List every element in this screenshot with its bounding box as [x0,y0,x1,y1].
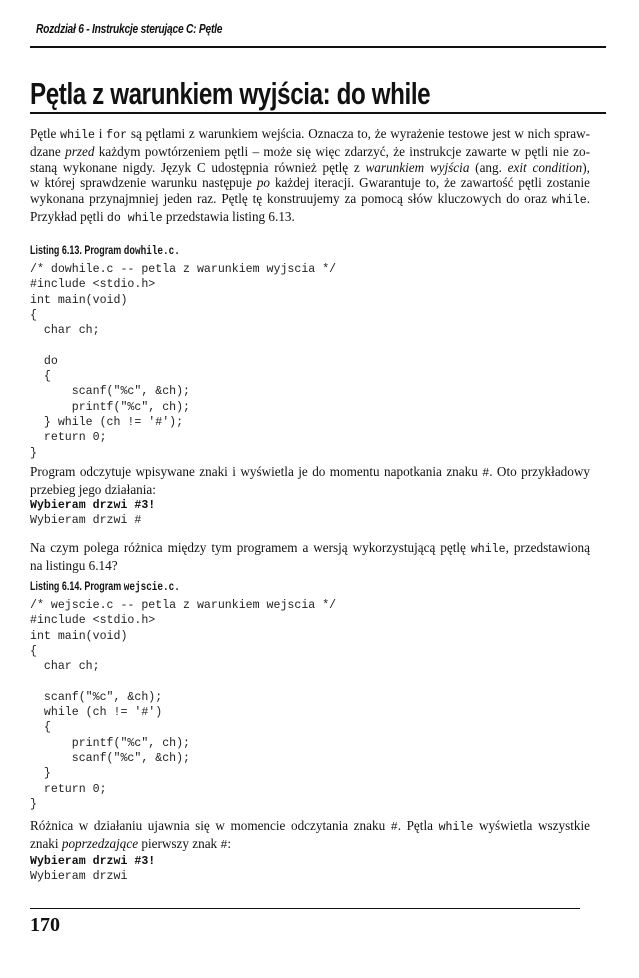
output-input-line: Wybieram drzwi #3! [30,499,156,512]
chapter-title: Pętla z warunkiem wyjścia: do while [30,76,431,111]
header-rule [30,46,606,48]
running-header: Rozdział 6 - Instrukcje sterujące C: Pętle [36,22,223,36]
program-output [30,854,155,885]
question-paragraph [30,540,590,574]
code-listing-dowhile: /* dowhile.c -- petla z warunkiem wyjscia */ #include <stdio.h> int main(void) { char ch; do { scanf("%c", &ch); printf("%c", ch); } while (ch != '#'); return 0; } [30,263,337,460]
paragraph-line: wykonana przynajmniej jeden raz. Pętlę tę konstruujemy za pomocą słów kluczowych do oraz while. [30,191,590,208]
intro-paragraph [30,126,590,227]
footer-rule [30,908,580,909]
paragraph-line: staną wykonane nigdy. Język C udostępnia również pętlę z warunkiem wyjścia (ang. exit condition), [30,159,590,175]
listing-caption: Listing 6.13. Program dowhile.c. [30,244,180,258]
paragraph-line: w której sprawdzenie warunku następuje po każdej iteracji. Gwarantuje to, że zawartość pętli zostanie [30,175,590,191]
difference-paragraph [30,818,590,854]
output-result-line: Wybieram drzwi # [30,514,142,528]
output-result-line: Wybieram drzwi [30,870,128,884]
output-input-line: Wybieram drzwi #3! [30,855,156,868]
paragraph-line: Na czym polega różnica między tym programem a wersją wykorzystującą pętlę while, przedstawioną [30,540,590,556]
page-number: 170 [30,914,60,936]
paragraph-line: przebieg jego działania: [30,481,156,497]
listing-caption: Listing 6.14. Program wejscie.c. [30,580,180,594]
paragraph-line: dzane przed każdym powtórzeniem pętli – może się więc zdarzyć, że instrukcje zawarte w pętli nie zo- [30,143,590,159]
paragraph-line: Program odczytuje wpisywane znaki i wyświetla je do momentu napotkania znaku #. Oto przykładowy [30,464,590,480]
title-rule [30,112,606,114]
paragraph-line: Przykład pętli do while przedstawia listing 6.13. [30,208,295,225]
paragraph-line: na listingu 6.14? [30,557,118,573]
paragraph-line: Pętle while i for są pętlami z warunkiem wejścia. Oznacza to, że wyrażenie testowe jest w nich spraw- [30,126,590,142]
paragraph-line: znaki poprzedzające pierwszy znak #: [30,835,232,852]
code-listing-wejscie: /* wejscie.c -- petla z warunkiem wejscia */ #include <stdio.h> int main(void) { char ch; scanf("%c", &ch); while (ch != '#') { printf("%c", ch); scanf("%c", &ch); } return 0; } [30,599,337,811]
program-output [30,498,155,529]
explanation-paragraph [30,464,590,498]
paragraph-line: Różnica w działaniu ujawnia się w momencie odczytania znaku #. Pętla while wyświetla wszystkie [30,818,591,834]
